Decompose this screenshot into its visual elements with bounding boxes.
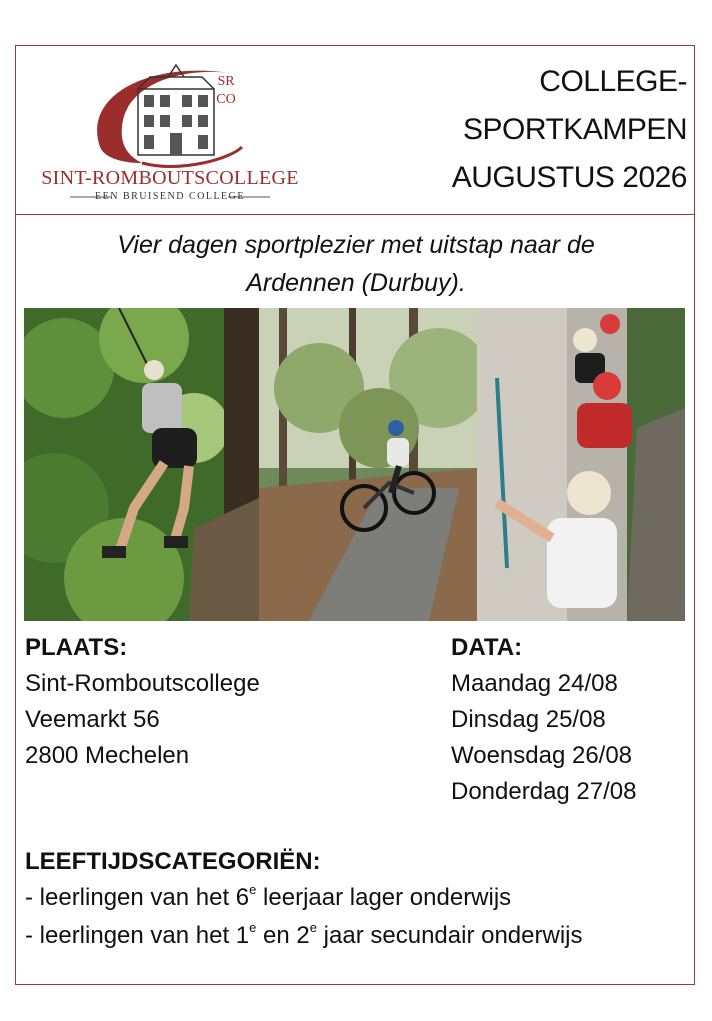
logo-motto: EEN BRUISEND COLLEGE bbox=[95, 191, 245, 202]
date-item-thursday: Donderdag 27/08 bbox=[451, 778, 637, 805]
location-line-street: Veemarkt 56 bbox=[25, 706, 160, 733]
school-logo bbox=[30, 55, 310, 207]
tagline-line-1: Vier dagen sportplezier met uitstap naar de bbox=[117, 231, 595, 259]
title-line-3: AUGUSTUS 2026 bbox=[451, 161, 687, 194]
title-line-1: COLLEGE- bbox=[539, 65, 687, 98]
climbing-rope-course-photo bbox=[24, 308, 259, 621]
tagline bbox=[20, 226, 692, 302]
age-category-item-primary: - leerlingen van het 6e leerjaar lager onderwijs bbox=[25, 882, 512, 911]
via-ferrata-climbing-photo bbox=[477, 308, 685, 621]
poster-title bbox=[405, 58, 687, 202]
header-divider bbox=[15, 214, 695, 215]
location-heading: PLAATS: bbox=[25, 634, 128, 661]
date-item-monday: Maandag 24/08 bbox=[451, 670, 618, 697]
age-category-item-secondary: - leerlingen van het 1e en 2e jaar secundair onderwijs bbox=[25, 920, 583, 949]
location-line-city: 2800 Mechelen bbox=[25, 742, 190, 769]
date-item-tuesday: Dinsdag 25/08 bbox=[451, 706, 606, 733]
date-item-wednesday: Woensdag 26/08 bbox=[451, 742, 633, 769]
title-line-2: SPORTKAMPEN bbox=[463, 113, 687, 146]
photo-strip bbox=[24, 308, 685, 621]
logo-school-name: SINT-ROMBOUTSCOLLEGE bbox=[41, 167, 299, 189]
tagline-line-2: Ardennen (Durbuy). bbox=[246, 269, 466, 297]
mountain-bike-forest-photo bbox=[259, 308, 477, 621]
dates-heading: DATA: bbox=[451, 634, 523, 661]
age-categories-heading: LEEFTIJDSCATEGORIËN: bbox=[25, 848, 321, 875]
logo-initials: SRCO bbox=[216, 74, 236, 107]
location-line-school: Sint-Romboutscollege bbox=[25, 670, 260, 697]
